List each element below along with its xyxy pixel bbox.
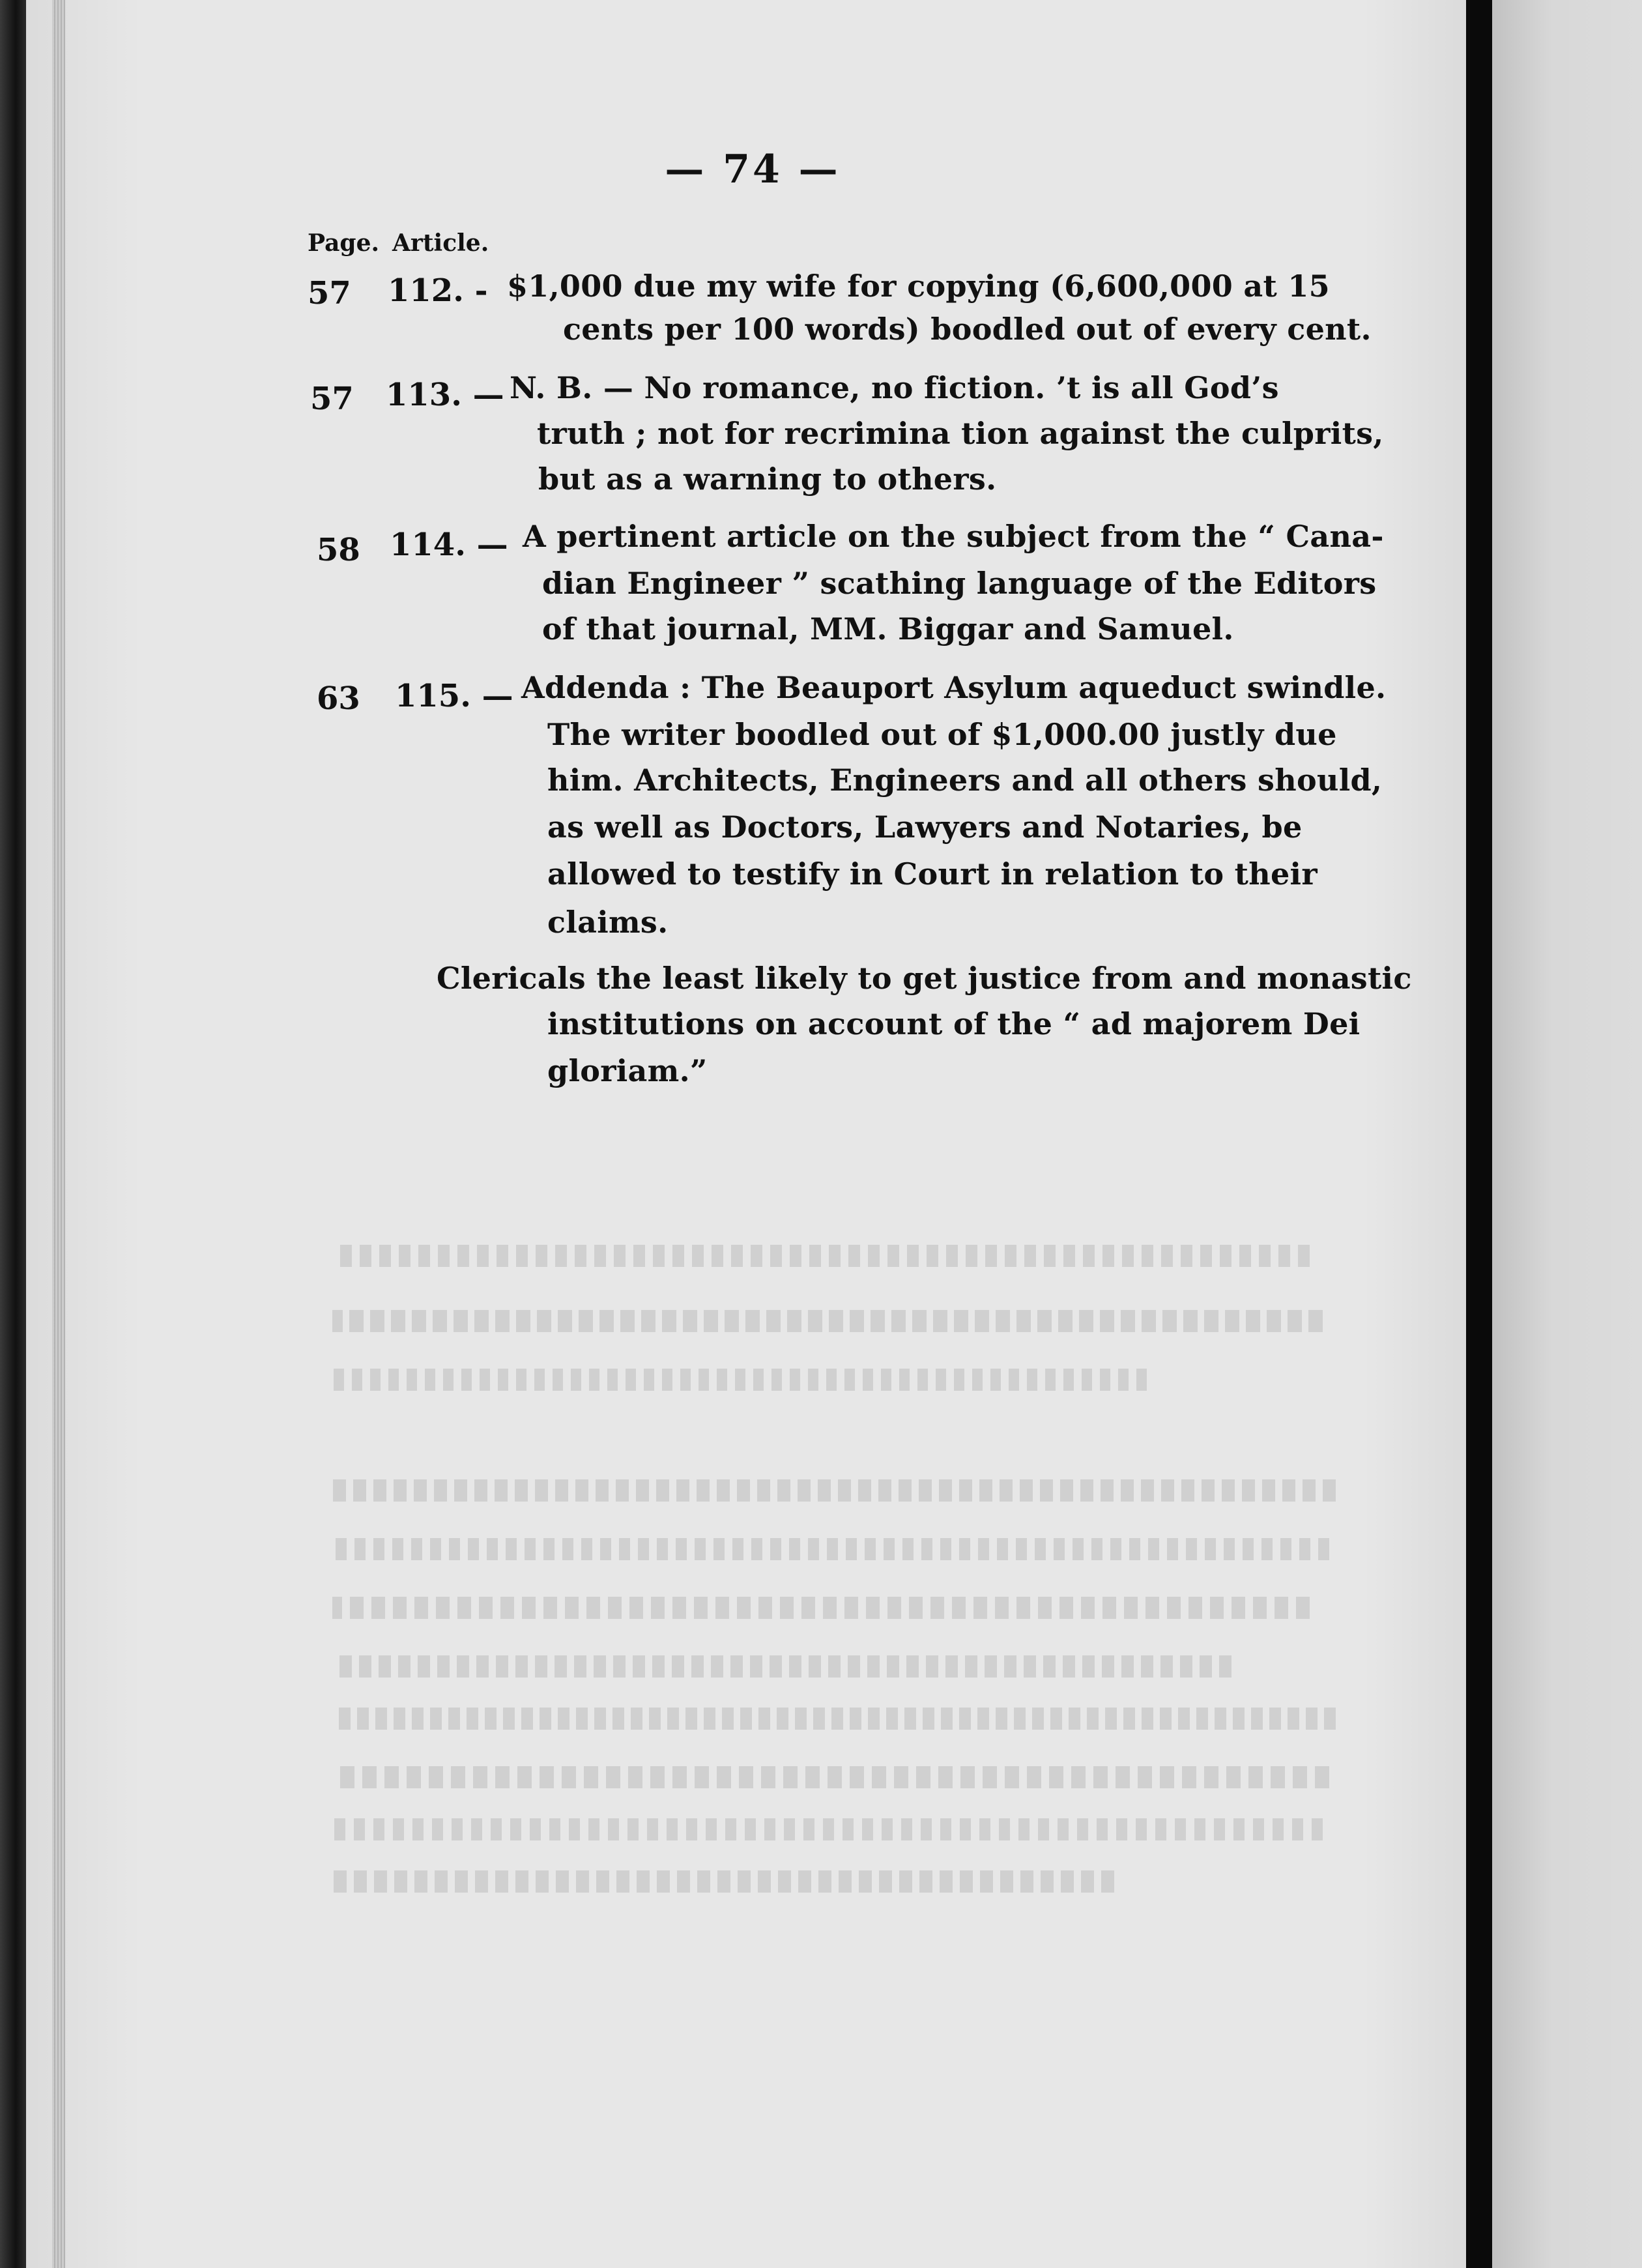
bleed-through-line <box>332 1818 1323 1840</box>
closing-text-line: Clericals the least likely to get justice from and monastic <box>437 961 1412 996</box>
bleed-through-line <box>332 1369 1147 1391</box>
bleed-through-line <box>332 1766 1329 1788</box>
page-stack-edge <box>52 0 65 2268</box>
entry-article-number: 114. — <box>390 527 508 563</box>
entry-article-number: 115. — <box>395 678 513 714</box>
bleed-through-line <box>332 1597 1310 1619</box>
entry-text-line: of that journal, MM. Biggar and Samuel. <box>542 611 1234 647</box>
entry-page-number: 63 <box>317 680 360 717</box>
entry-article-number: 112. - <box>388 272 488 309</box>
book-gutter <box>1466 0 1492 2268</box>
bleed-through-line <box>332 1538 1329 1560</box>
entry-text-line: him. Architects, Engineers and all others should, <box>547 763 1383 798</box>
entry-text-line: claims. <box>547 905 669 940</box>
bleed-through-line <box>332 1870 1114 1893</box>
closing-text-line: gloriam.” <box>547 1053 708 1088</box>
bleed-through-line <box>332 1479 1336 1502</box>
bleed-through-line <box>332 1310 1323 1332</box>
entry-text-line: cents per 100 words) boodled out of every cent. <box>563 312 1372 347</box>
adjacent-page-edge <box>1492 0 1642 2268</box>
entry-text-line: $1,000 due my wife for copying (6,600,000 at 15 <box>507 269 1330 304</box>
column-header-page: Page. <box>308 229 380 257</box>
entry-text-line: A pertinent article on the subject from the “ Cana- <box>523 519 1384 554</box>
closing-text-line: institutions on account of the “ ad majorem Dei <box>547 1006 1361 1041</box>
page-number: — 74 — <box>665 147 841 192</box>
entry-article-number: 113. — <box>386 377 504 413</box>
entry-text-line: allowed to testify in Court in relation to their <box>547 856 1318 892</box>
book-page <box>26 0 1479 2268</box>
bleed-through-line <box>332 1655 1232 1678</box>
entry-text-line: dian Engineer ” scathing language of the Editors <box>542 566 1377 601</box>
entry-page-number: 58 <box>317 532 360 568</box>
book-edge <box>0 0 26 2268</box>
bleed-through-line <box>332 1708 1336 1730</box>
column-header-article: Article. <box>392 229 489 257</box>
entry-text-line: N. B. — No romance, no fiction. ’t is all God’s <box>510 370 1279 405</box>
entry-text-line: as well as Doctors, Lawyers and Notaries, be <box>547 809 1303 845</box>
entry-text-line: truth ; not for recrimina tion against the culprits, <box>537 416 1384 451</box>
entry-text-line: Addenda : The Beauport Asylum aqueduct swindle. <box>521 670 1387 705</box>
entry-page-number: 57 <box>308 275 351 312</box>
entry-page-number: 57 <box>310 381 354 417</box>
bleed-through-line <box>332 1245 1310 1267</box>
entry-text-line: The writer boodled out of $1,000.00 justly due <box>547 717 1337 752</box>
entry-text-line: but as a warning to others. <box>538 461 997 497</box>
